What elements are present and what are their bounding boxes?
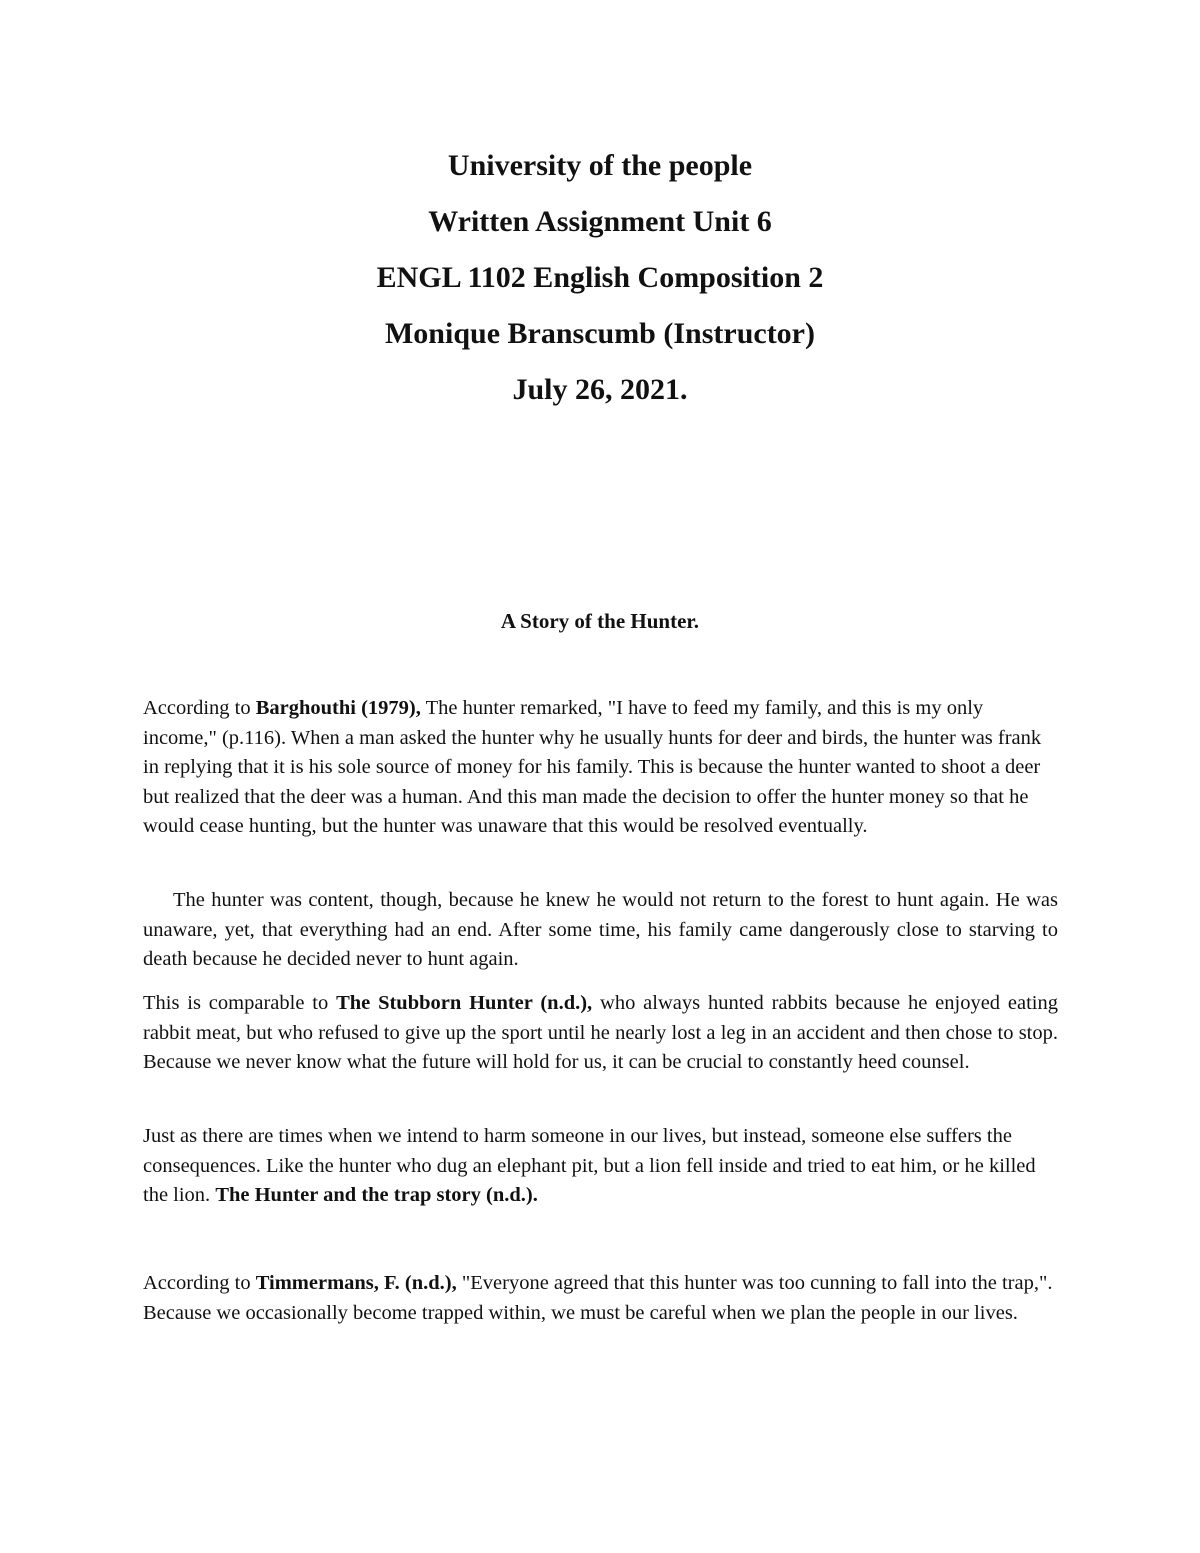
essay-heading: A Story of the Hunter. [500,609,700,633]
paragraph-1 [143,694,1058,842]
paragraph-5-lead: According to [143,1272,256,1294]
paragraph-4 [143,1122,1058,1211]
assignment-title: Written Assignment Unit 6 [428,205,772,238]
submission-date: July 26, 2021. [512,373,688,406]
course-name: ENGL 1102 English Composition 2 [376,261,824,294]
paragraph-5 [143,1269,1058,1328]
paragraph-5-body: "Everyone agreed that this hunter was too cunning to fall into the trap,". Because we occasionally become trapped within, we must be careful when we plan the people in our lives. [143,1272,1053,1324]
citation-timmermans: Timmermans, F. (n.d.), [255,1272,457,1294]
instructor-name: Monique Branscumb (Instructor) [384,317,815,350]
citation-barghouthi: Barghouthi (1979), [255,697,421,719]
university-name: University of the people [447,149,753,182]
paragraph-2: The hunter was content, though, because he knew he would not return to the forest to hunt again. He was unaware, yet, that everything had an end. After some time, his family came dangerously close to starving to death because he decided never to hunt again. [143,889,1058,971]
paragraph-1-body: The hunter remarked, "I have to feed my family, and this is my only income," (p.116). When a man asked the hunter why he usually hunts for deer and birds, the hunter was frank in replying that it is his sole source of money for his family. This is because the hunter wanted to shoot a deer but realized that the deer was a human. And this man made the decision to offer the hunter money so that he would cease hunting, but the hunter was unaware that this would be resolved eventually. [143,697,1042,838]
paragraph-4-body: Just as there are times when we intend to harm someone in our lives, but instead, someone else suffers the consequences. Like the hunter who dug an elephant pit, but a lion fell inside and tried to eat him, or he killed the lion. [143,1125,1036,1207]
paragraph-3-body: who always hunted rabbits because he enjoyed eating rabbit meat, but who refused to give up the sport until he nearly lost a leg in an accident and then chose to stop. Because we never know what the future will hold for us, it can be crucial to constantly heed counsel. [143,992,1058,1074]
title-block [0,138,1200,418]
paragraph-1-lead: According to [143,697,256,719]
citation-hunter-trap: The Hunter and the trap story (n.d.). [215,1184,538,1207]
paragraph-3 [143,989,1058,1078]
paragraph-3-lead: This is comparable to [143,992,337,1014]
citation-stubborn-hunter: The Stubborn Hunter (n.d.), [336,992,593,1014]
